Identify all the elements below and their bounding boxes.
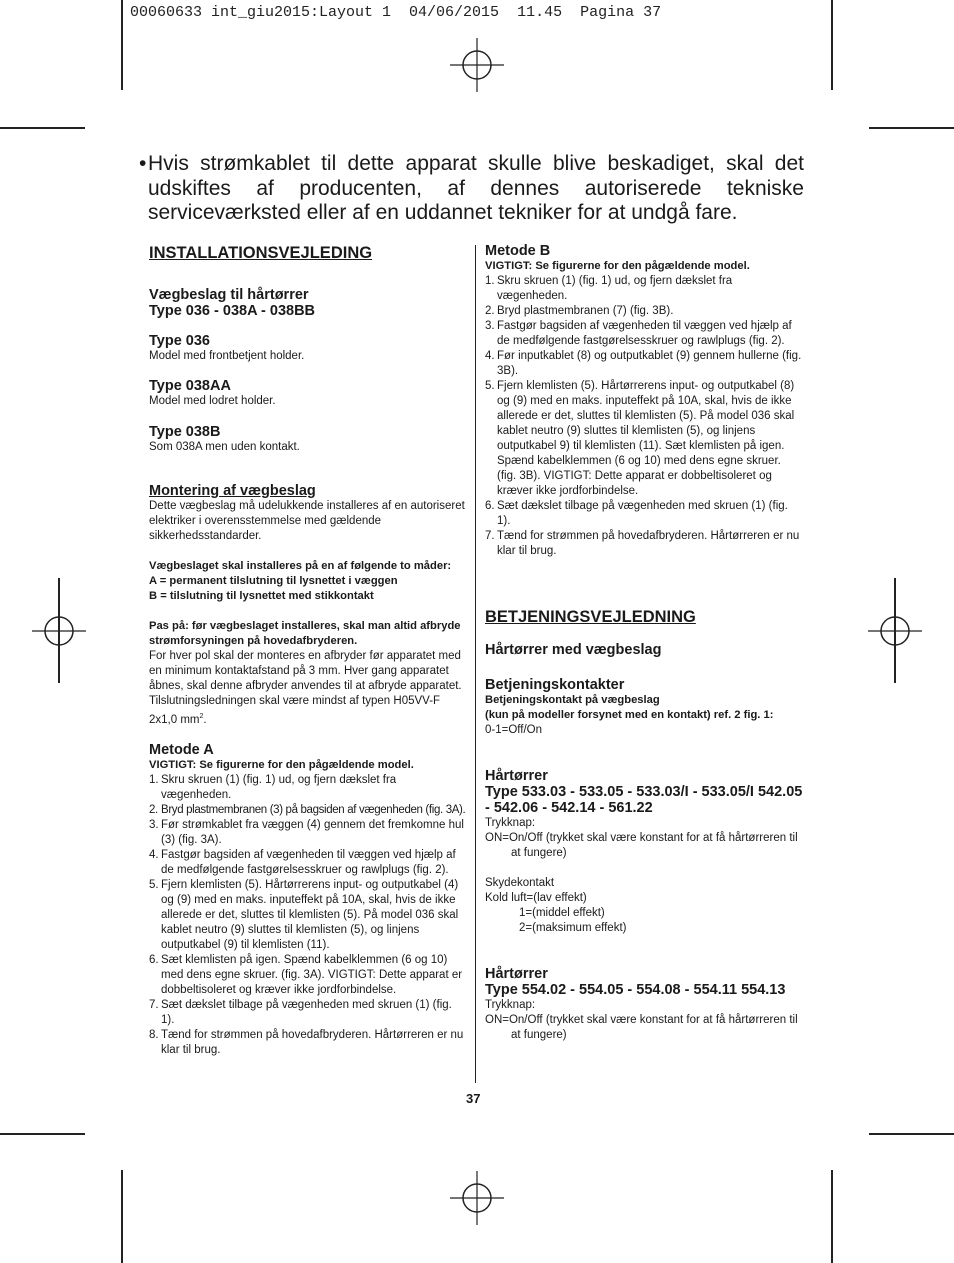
page-number: 37 <box>466 1091 481 1106</box>
pushbutton-text: ON=On/Off (trykket skal være konstant for at få hårtørreren til at fungere) <box>485 1014 798 1041</box>
slider-max: 2=(maksimum effekt) <box>519 922 627 934</box>
list-item <box>149 848 467 878</box>
list-item <box>149 1028 467 1058</box>
type-description: Model med lodret holder. <box>149 395 276 407</box>
warning-text: For hver pol skal der monteres en afbryder før apparatet med en minimum kontaktafstand på 3 mm. Hver gang apparatet åbnes, skal denne afbryder anvendes til at afbryde apparatet. <box>149 650 462 692</box>
controls-bold: (kun på modeller forsynet med en kontakt) ref. 2 fig. 1: <box>485 709 774 721</box>
step-text: Fastgør bagsiden af vægenheden til væggen ved hjælp af de medfølgende fastgørelsesskruer og rawlplugs (fig. 2). <box>161 848 456 876</box>
step-text: Før strømkablet fra væggen (4) gennem det fremkomne hul (3) (fig. 3A). <box>161 818 464 846</box>
mounting-text: Dette vægbeslag må udelukkende installeres af en autoriseret elektriker i overensstemmelse med gældende sikkerhedsstandarder. <box>149 500 465 542</box>
step-text: Sæt dækslet tilbage på vægenheden med skruen (1) (fig. 1). <box>161 998 452 1026</box>
step-text: Bryd plastmembranen (7) (fig. 3B). <box>497 305 674 317</box>
crop-mark <box>869 127 954 129</box>
list-item <box>485 379 803 499</box>
step-number: 2. <box>485 305 495 317</box>
hairdryer-heading: Hårtørrer <box>485 768 548 784</box>
list-item <box>485 304 803 319</box>
method-a-note: VIGTIGT: Se figurerne for den pågældende model. <box>149 758 414 771</box>
crop-mark <box>0 127 85 129</box>
step-text: Fastgør bagsiden af vægenheden til væggen ved hjælp af de medfølgende fastgørelsesskruer og rawlplugs (fig. 2). <box>497 320 792 347</box>
slider-cold: Kold luft=(lav effekt) <box>485 892 587 904</box>
type-heading: Type 038AA <box>149 378 231 394</box>
cable-superscript: 2 <box>199 713 204 720</box>
install-ways: A = permanent tilslutning til lysnettet i væggen <box>149 575 398 587</box>
step-text: Bryd plastmembranen (3) på bagsiden af vægenheden (fig. 3A). <box>161 803 466 816</box>
type-description: Model med frontbetjent holder. <box>149 350 305 362</box>
mounting-heading: Montering af vægbeslag <box>149 483 316 499</box>
pushbutton-label: Trykknap: <box>485 999 536 1011</box>
list-item <box>485 274 803 304</box>
controls-bold: Betjeningskontakt på vægbeslag <box>485 694 660 706</box>
step-number: 2. <box>149 803 158 816</box>
step-number: 7. <box>149 998 159 1011</box>
slider-label: Skydekontakt <box>485 877 555 889</box>
slider-medium: 1=(middel effekt) <box>519 907 605 919</box>
hairdryer-heading: Hårtørrer <box>485 966 548 982</box>
step-number: 7. <box>485 530 495 542</box>
step-number: 6. <box>149 953 159 966</box>
pushbutton-value <box>485 831 803 861</box>
installation-heading: INSTALLATIONSVEJLEDING <box>149 244 373 262</box>
method-b-heading: Metode B <box>485 243 551 259</box>
step-text: Sæt dækslet tilbage på vægenheden med skruen (1) (fig. 1). <box>497 500 788 527</box>
step-text: Tænd for strømmen på hovedafbryderen. Hårtørreren er nu klar til brug. <box>497 530 800 557</box>
hairdryer-types: Type 533.03 - 533.05 - 533.03/I - 533.05/I 542.05 - 542.06 - 542.14 - 561.22 <box>485 784 803 816</box>
step-number: 5. <box>485 380 495 392</box>
list-item <box>485 349 803 379</box>
list-item <box>149 803 467 818</box>
install-ways: B = tilslutning til lysnettet med stikkontakt <box>149 590 374 602</box>
step-text: Fjern klemlisten (5). Hårtørrerens input- og outputkabel (4) og (9) med en maks. inputeffekt på 10A, skal, hvis de ikke allerede er det, sluttes til klemlisten (5). På model 036 skal kablet neutro (9) sluttes til klemlisten (5), og linjens outputkabel (9) til klemlisten (11). <box>161 878 459 951</box>
install-ways: Vægbeslaget skal installeres på en af følgende to måder: <box>149 560 452 572</box>
step-number: 6. <box>485 500 495 512</box>
crop-mark <box>831 0 833 90</box>
type-heading: Type 036 <box>149 333 210 349</box>
column-divider <box>475 245 476 1083</box>
crop-mark <box>869 1133 954 1135</box>
subheading: Hårtørrer med vægbeslag <box>485 642 662 658</box>
crop-mark <box>58 578 60 683</box>
slug-line: 00060633 int_giu2015:Layout 1 04/06/2015 11.45 Pagina 37 <box>130 4 662 21</box>
pushbutton-text: ON=On/Off (trykket skal være konstant for at få hårtørreren til at fungere) <box>485 832 798 859</box>
step-number: 8. <box>149 1028 159 1041</box>
list-item <box>149 953 467 998</box>
warning-bold: Pas på: før vægbeslaget installeres, skal man altid afbryde strømforsyningen på hovedafbryderen. <box>149 620 461 647</box>
controls-value: 0-1=Off/On <box>485 724 543 736</box>
crop-mark <box>121 0 123 90</box>
step-number: 1. <box>149 773 159 786</box>
step-text: Skru skruen (1) (fig. 1) ud, og fjern dækslet fra vægenheden. <box>497 275 733 302</box>
method-b-note: VIGTIGT: Se figurerne for den pågældende model. <box>485 260 750 272</box>
list-item <box>149 998 467 1028</box>
subheading: Vægbeslag til hårtørrer <box>149 287 309 303</box>
method-b-steps <box>485 274 803 559</box>
cable-text <box>149 694 467 728</box>
intro-text: Hvis strømkablet til dette apparat skulle blive beskadiget, skal det udskiftes af producenten, af dennes autoriserede tekniske serviceværksted eller af en uddannet tekniker for at undgå fare. <box>148 152 804 224</box>
method-a-heading: Metode A <box>149 741 214 758</box>
list-item <box>485 499 803 529</box>
step-text: Fjern klemlisten (5). Hårtørrerens input- og outputkabel (8) og (9) med en maks. inputeffekt på 10A, skal, hvis de ikke allerede er det, sluttes til klemlisten (5). På model 036 skal kablet neutro (9) sluttes til klemlisten (5), og linjens outputkabel 9) til klemlisten (11). Sæt klemlisten på igen. Spænd kabelklemmen (6 og 10) med dens egne skruer. (fig. 3B). VIGTIGT: Dette apparat er dobbeltisoleret og kræver ikke jordforbindelse. <box>497 380 795 497</box>
pushbutton-label: Trykknap: <box>485 817 536 829</box>
crop-mark <box>831 1170 833 1263</box>
step-number: 4. <box>485 350 495 362</box>
method-a-steps <box>149 773 467 1058</box>
right-column <box>485 243 803 1043</box>
step-number: 3. <box>485 320 495 332</box>
pushbutton-value <box>485 1013 803 1043</box>
list-item <box>149 773 467 803</box>
step-number: 4. <box>149 848 159 861</box>
type-description: Som 038A men uden kontakt. <box>149 441 300 453</box>
registration-mark-icon <box>450 38 504 92</box>
operation-heading: BETJENINGSVEJLEDNING <box>485 608 696 626</box>
crop-mark <box>121 1170 123 1263</box>
step-text: Før inputkablet (8) og outputkablet (9) gennem hullerne (fig. 3B). <box>497 350 802 377</box>
left-column <box>149 243 467 1058</box>
step-text: Tænd for strømmen på hovedafbryderen. Hårtørreren er nu klar til brug. <box>161 1028 464 1056</box>
step-number: 5. <box>149 878 159 891</box>
hairdryer-types: Type 554.02 - 554.05 - 554.08 - 554.11 554.13 <box>485 982 786 998</box>
list-item <box>149 818 467 848</box>
type-heading: Type 038B <box>149 424 221 440</box>
registration-mark-icon <box>450 1171 504 1225</box>
bullet: • <box>139 152 147 175</box>
controls-heading: Betjeningskontakter <box>485 677 625 693</box>
step-text: Skru skruen (1) (fig. 1) ud, og fjern dækslet fra vægenheden. <box>161 773 397 801</box>
crop-mark <box>0 1133 85 1135</box>
list-item <box>485 319 803 349</box>
cable-text-end: . <box>203 713 207 726</box>
intro-paragraph <box>139 152 804 226</box>
step-text: Sæt klemlisten på igen. Spænd kabelklemmen (6 og 10) med dens egne skruer. (fig. 3A). VIGTIGT: Dette apparat er dobbeltisoleret og kræver ikke jordforbindelse. <box>161 953 463 996</box>
step-number: 1. <box>485 275 495 287</box>
step-number: 3. <box>149 818 159 831</box>
cable-text-main: Tilslutningsledningen skal være mindst af typen H05VV-F 2x1,0 mm <box>149 695 441 726</box>
list-item <box>485 529 803 559</box>
crop-mark <box>894 578 896 683</box>
list-item <box>149 878 467 953</box>
subheading: Type 036 - 038A - 038BB <box>149 303 316 319</box>
